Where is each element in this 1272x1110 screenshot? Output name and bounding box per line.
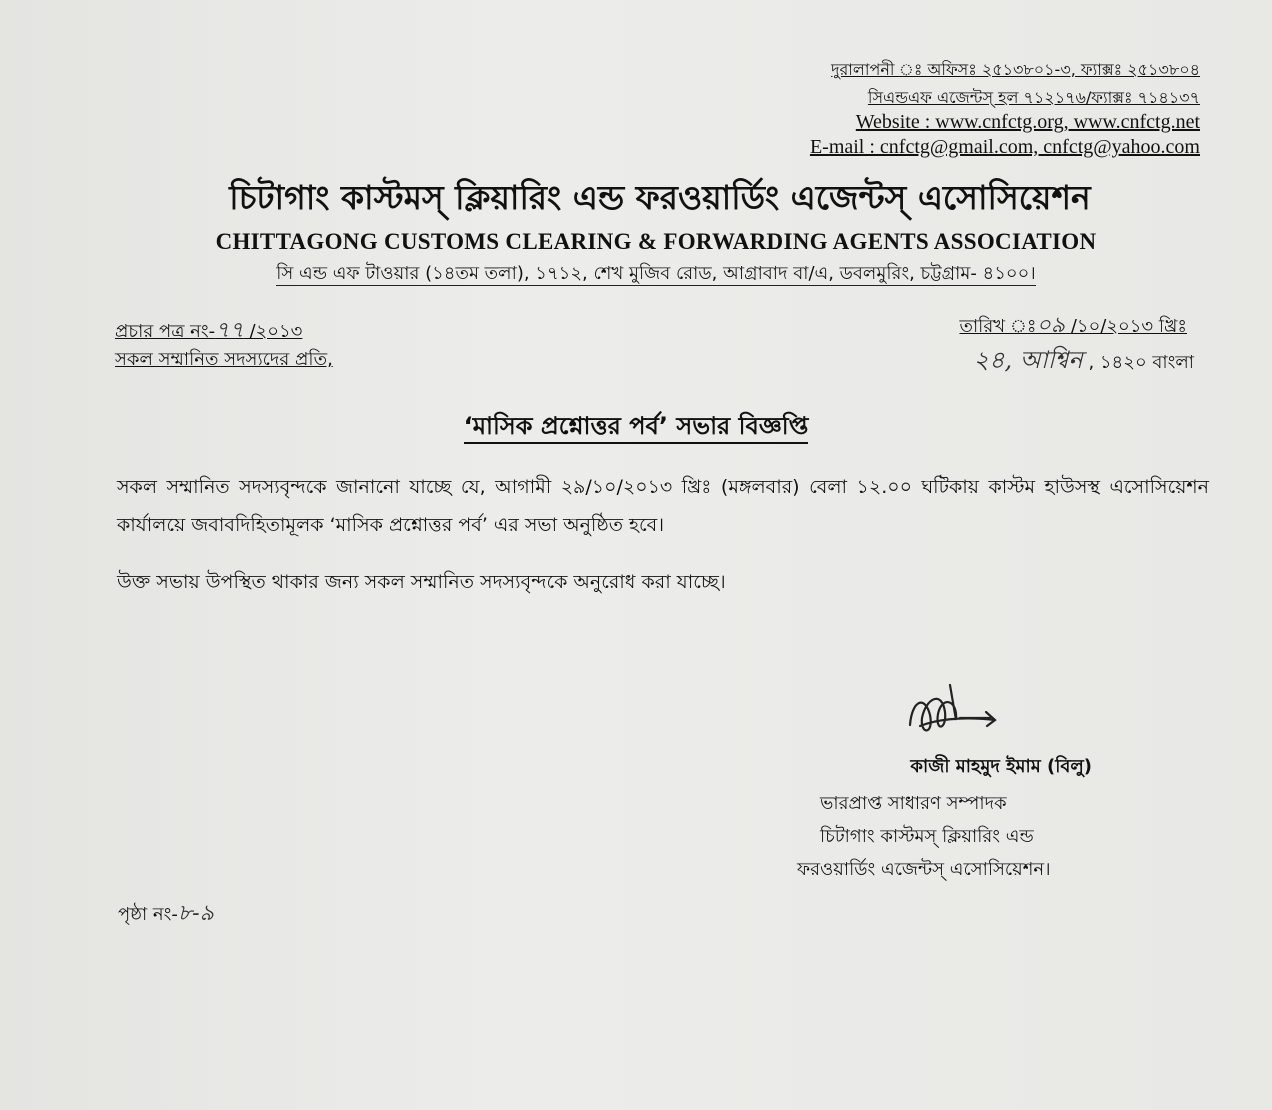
org-address	[150, 259, 1162, 290]
org-address-text: সি এন্ড এফ টাওয়ার (১৪তম তলা), ১৭১২, শেখ মুজিব রোড, আগ্রাবাদ বা/এ, ডবলমুরিং, চট্টগ্রাম- ৪১০০।	[276, 263, 1036, 284]
date-day-handwritten: ০৯	[1036, 313, 1066, 338]
hall-line: সিএন্ডএফ এজেন্টস্ হল ৭১২১৭৬/ফ্যাক্সঃ ৭১৪১৩৭	[867, 88, 1200, 107]
circular-suffix: /২০১৩	[249, 321, 303, 342]
date-line	[959, 308, 1187, 345]
signature-image	[890, 680, 1010, 760]
page-number	[118, 896, 214, 933]
org-name-bangla: চিটাগাং কাস্টমস্ ক্লিয়ারিং এন্ড ফরওয়ার্ডিং এজেন্টস্ এসোসিয়েশন	[229, 178, 1091, 217]
page-prefix: পৃষ্ঠা নং-	[118, 904, 178, 925]
body-paragraph-2: উক্ত সভায় উপস্থিত থাকার জন্য সকল সম্মানিত সদস্যবৃন্দকে অনুরোধ করা যাচ্ছে।	[117, 571, 726, 593]
circular-number-handwritten: ৭৭	[215, 318, 244, 343]
signatory-name: কাজী মাহমুদ ইমাম (বিলু)	[910, 756, 1092, 777]
signatory-org-line-2: ফরওয়ার্ডিং এজেন্টস্ এসোসিয়েশন।	[797, 859, 1051, 880]
website-line: Website : www.cnfctg.org, www.cnfctg.net	[855, 111, 1200, 133]
date-prefix: তারিখ ঃ	[959, 316, 1037, 337]
recipient-line: সকল সম্মানিত সদস্যদের প্রতি,	[115, 349, 333, 370]
bangla-date-line	[973, 342, 1194, 382]
notice-title	[0, 408, 1272, 448]
bangla-date-suffix: , ১৪২০ বাংলা	[1088, 352, 1194, 373]
date-suffix: /১০/২০১৩ খ্রিঃ	[1070, 316, 1187, 337]
notice-title-text: ‘মাসিক প্রশ্নোত্তর পর্ব’ সভার বিজ্ঞপ্তি	[464, 412, 809, 444]
signatory-title: ভারপ্রাপ্ত সাধারণ সম্পাদক	[820, 793, 1007, 814]
circular-prefix: প্রচার পত্র নং-	[115, 321, 216, 342]
body-paragraph-1: সকল সম্মানিত সদস্যবৃন্দকে জানানো যাচ্ছে যে, আগামী ২৯/১০/২০১৩ খ্রিঃ (মঙ্গলবার) বেলা ১২.০০ ঘটিকায় কাস্টম হাউসস্থ এসোসিয়েশন কার্যালয়ে জবাবদিহিতামূলক ‘মাসিক প্রশ্নোত্তর পর্ব’ এর সভা অনুষ্ঠিত হবে।	[117, 476, 1209, 536]
org-name-english: CHITTAGONG CUSTOMS CLEARING & FORWARDING AGENTS ASSOCIATION	[215, 229, 1097, 254]
phone-line: দুরালাপনী ঃ অফিসঃ ২৫১৩৮০১-৩, ফ্যাক্সঃ ২৫১৩৮০৪	[831, 60, 1200, 79]
email-line: E-mail : cnfctg@gmail.com, cnfctg@yahoo.com	[809, 136, 1200, 158]
bangla-date-handwritten: ২৪, আশ্বিন	[973, 346, 1083, 374]
signatory-org-line-1: চিটাগাং কাস্টমস্ ক্লিয়ারিং এন্ড	[820, 826, 1034, 847]
page-number-handwritten: ৮-৯	[177, 901, 214, 926]
